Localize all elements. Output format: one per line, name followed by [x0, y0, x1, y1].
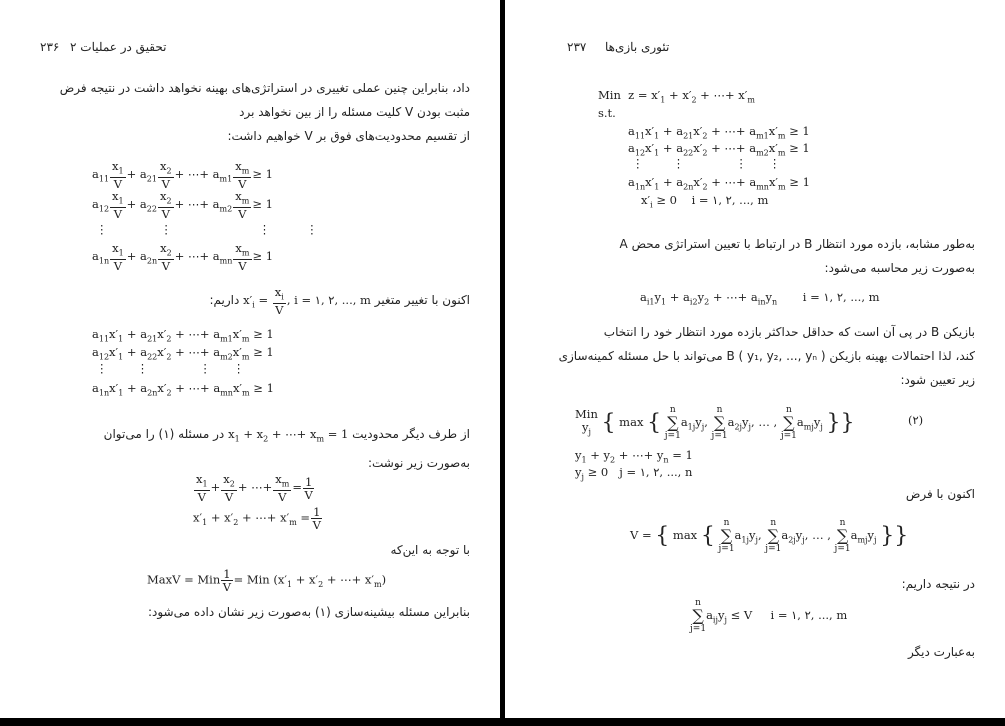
bottom-edge — [0, 718, 1005, 726]
right-page — [505, 0, 1005, 718]
index-range: i = ۱, ۲, ..., m — [294, 293, 371, 308]
right-paragraph-1 — [535, 232, 975, 280]
right-header-title: تئوری بازی‌ها — [605, 40, 670, 54]
final-paragraph: بنابراین مسئله بیشینه‌سازی (۱) به‌صورت زیر نشان داده می‌شود: — [147, 605, 470, 619]
inequality-sum-leq-v: n ∑ $j=1a_{ij}y_j \le V$ i = ۱, ۲, ..., m — [690, 598, 848, 634]
index-range: i = ۱, ۲, ..., m — [802, 290, 880, 304]
text-line: به‌صورت زیر نوشت: — [367, 456, 470, 471]
left-paragraph-2 — [30, 422, 470, 475]
text-line: به‌صورت زیر محاسبه می‌شود: — [824, 261, 975, 275]
probability-sum-constraint: $y_1 + y_2$ + ⋯+ $y_n = 1$ — [575, 448, 693, 465]
left-page-number: ۲۳۶ — [40, 40, 60, 54]
fraction-constraint-n: $a_{1n}$ $\frac{x_1}{V}$ + $a_{2n}$ $\frac{x_2}{V}$ + ⋯+ $a_{mn}$ $\frac{x_m}{V}$ ≥ 1 — [92, 241, 274, 274]
equation-number: (۲) — [908, 413, 924, 427]
min-label: Min — [598, 88, 621, 102]
text-line: از تقسیم محدودیت‌های فوق بر V خواهیم داشت: — [227, 129, 470, 143]
left-header-title: تحقیق در عملیات ۲ — [70, 40, 167, 54]
change-variable-line: اکنون با تغییر متغیر $x'_i$ = $\frac{x_i}{V}$ , i = ۱, ۲, ..., m داریم: — [209, 285, 470, 318]
y-nonnegativity: $y_j \ge 0$ j = ۱, ۲, ..., n — [575, 465, 693, 482]
vertical-dots: ⋮ ⋮ ⋮ ⋮ — [96, 361, 245, 375]
text-line: مثبت بودن V کلیت مسئله را از بین نخواهد برد — [239, 105, 470, 119]
text-segment: داریم: — [209, 293, 240, 308]
lp-constraint-2: $a_{12}x'_1 + a_{22}x'_2$ + ⋯+ $a_{m2}x'_m \ge 1$ — [628, 141, 810, 158]
fraction-constraint-2: $a_{12}$ $\frac{x_1}{V}$ + $a_{22}$ $\frac{x_2}{V}$ + ⋯+ $a_{m2}$ $\frac{x_m}{V}$ ≥ 1 — [92, 189, 273, 222]
text-line: از طرف دیگر محدودیت $x_1 + x_2$ + ⋯+ $x_m = 1$ در مسئله (۱) را می‌توان — [103, 427, 470, 444]
text-line: کند، لذا احتمالات بهینه بازیکن B ( y₁, y₂, ..., yₙ ) می‌تواند با حل مسئله کمینه‌سازی — [558, 349, 975, 363]
sum-fraction-equation: $\frac{x_1}{V}$ + $\frac{x_2}{V}$ + ⋯+ $\frac{x_m}{V}$ = $\frac{1}{V}$ — [196, 472, 313, 505]
nonnegativity: $x'_i \ge 0$ i = ۱, ۲, ..., m — [641, 193, 769, 210]
text-segment: در مسئله (۱) را می‌توان — [103, 427, 225, 441]
prime-constraint-2: $a_{12}x'_1 + a_{22}x'_2$ + ⋯+ $a_{m2}x'_m \ge 1$ — [92, 345, 274, 362]
left-page — [0, 0, 500, 718]
subject-to-label: s.t. — [598, 106, 616, 120]
with-attention-text: با توجه به این‌که — [390, 543, 470, 557]
text-line: داد، بنابراین چنین عملی تغییری در استراتژی‌های بهینه نخواهد داشت در نتیجه فرض — [59, 81, 470, 95]
vertical-dots: ⋮ ⋮ ⋮ ⋮ — [96, 222, 320, 236]
in-other-words-text: به‌عبارت دیگر — [907, 645, 975, 659]
lp-constraint-1: $a_{11}x'_1 + a_{21}x'_2$ + ⋯+ $a_{m1}x'_m \ge 1$ — [628, 124, 810, 141]
index-range: j = ۱, ۲, ..., n — [619, 465, 693, 479]
v-definition: V = { max { n ∑ $j=1a_{1j}y_j$, n ∑ $j=1a_{2j}y_j$, … , n ∑ $j=1a_{mj}y_j$ }} — [630, 518, 909, 554]
expected-payoff-expression: $a_{i1}y_1 + a_{i2}y_2$ + ⋯+ $a_{in}y_n$ i = ۱, ۲, ..., m — [640, 290, 880, 307]
left-paragraph-1 — [30, 76, 470, 148]
index-range: i = ۱, ۲, ..., m — [770, 608, 848, 622]
max-v-equation: MaxV = Min $\frac{1}{V}$ = Min ($x'_1 + x'_2$ + ⋯+ $x'_m$) — [147, 567, 387, 594]
text-line: به‌طور مشابه، بازده مورد انتظار B در ارتباط با تعیین استراتژی محض A — [619, 237, 975, 251]
right-paragraph-2 — [535, 320, 975, 392]
min-yj: Min $y_j$ — [575, 406, 598, 437]
prime-constraint-n: $a_{1n}x'_1 + a_{2n}x'_2$ + ⋯+ $a_{mn}x'_m \ge 1$ — [92, 381, 274, 398]
text-segment: اکنون با تغییر متغیر — [374, 293, 470, 308]
lp-constraint-n: $a_{1n}x'_1 + a_{2n}x'_2$ + ⋯+ $a_{mn}x'_m \ge 1$ — [628, 175, 810, 192]
text-segment: از طرف دیگر محدودیت — [352, 427, 470, 441]
now-assume-text: اکنون با فرض — [905, 487, 975, 501]
vertical-dots: ⋮ ⋮ ⋮ ⋮ — [632, 156, 781, 170]
objective-function: Min $z = x'_1 + x'_2$ + ⋯+ $x'_m$ — [598, 88, 755, 105]
prime-constraint-1: $a_{11}x'_1 + a_{21}x'_2$ + ⋯+ $a_{m1}x'_m \ge 1$ — [92, 327, 274, 344]
index-range: i = ۱, ۲, ..., m — [691, 193, 769, 207]
text-line: زیر تعیین شود: — [900, 373, 975, 387]
as-result-text: در نتیجه داریم: — [901, 577, 975, 591]
sum-prime-equation: $x'_1 + x'_2$ + ⋯+ $x'_m$ = $\frac{1}{V}$ — [193, 505, 321, 532]
minmax-objective: Min $y_j$ { max { n ∑ $j=1a_{1j}y_j$, n ∑ $j=1a_{2j}y_j$, … , n ∑ $j=1a_{mj}y_j$ }} — [575, 405, 855, 441]
right-page-number: ۲۳۷ — [567, 40, 587, 54]
text-line: بازیکن B در پی آن است که حداقل حداکثر بازده مورد انتظار خود را انتخاب — [603, 325, 975, 339]
fraction-constraint-1: $a_{11}$ $\frac{x_1}{V}$ + $a_{21}$ $\frac{x_2}{V}$ + ⋯+ $a_{m1}$ $\frac{x_m}{V}$ ≥ 1 — [92, 159, 273, 192]
